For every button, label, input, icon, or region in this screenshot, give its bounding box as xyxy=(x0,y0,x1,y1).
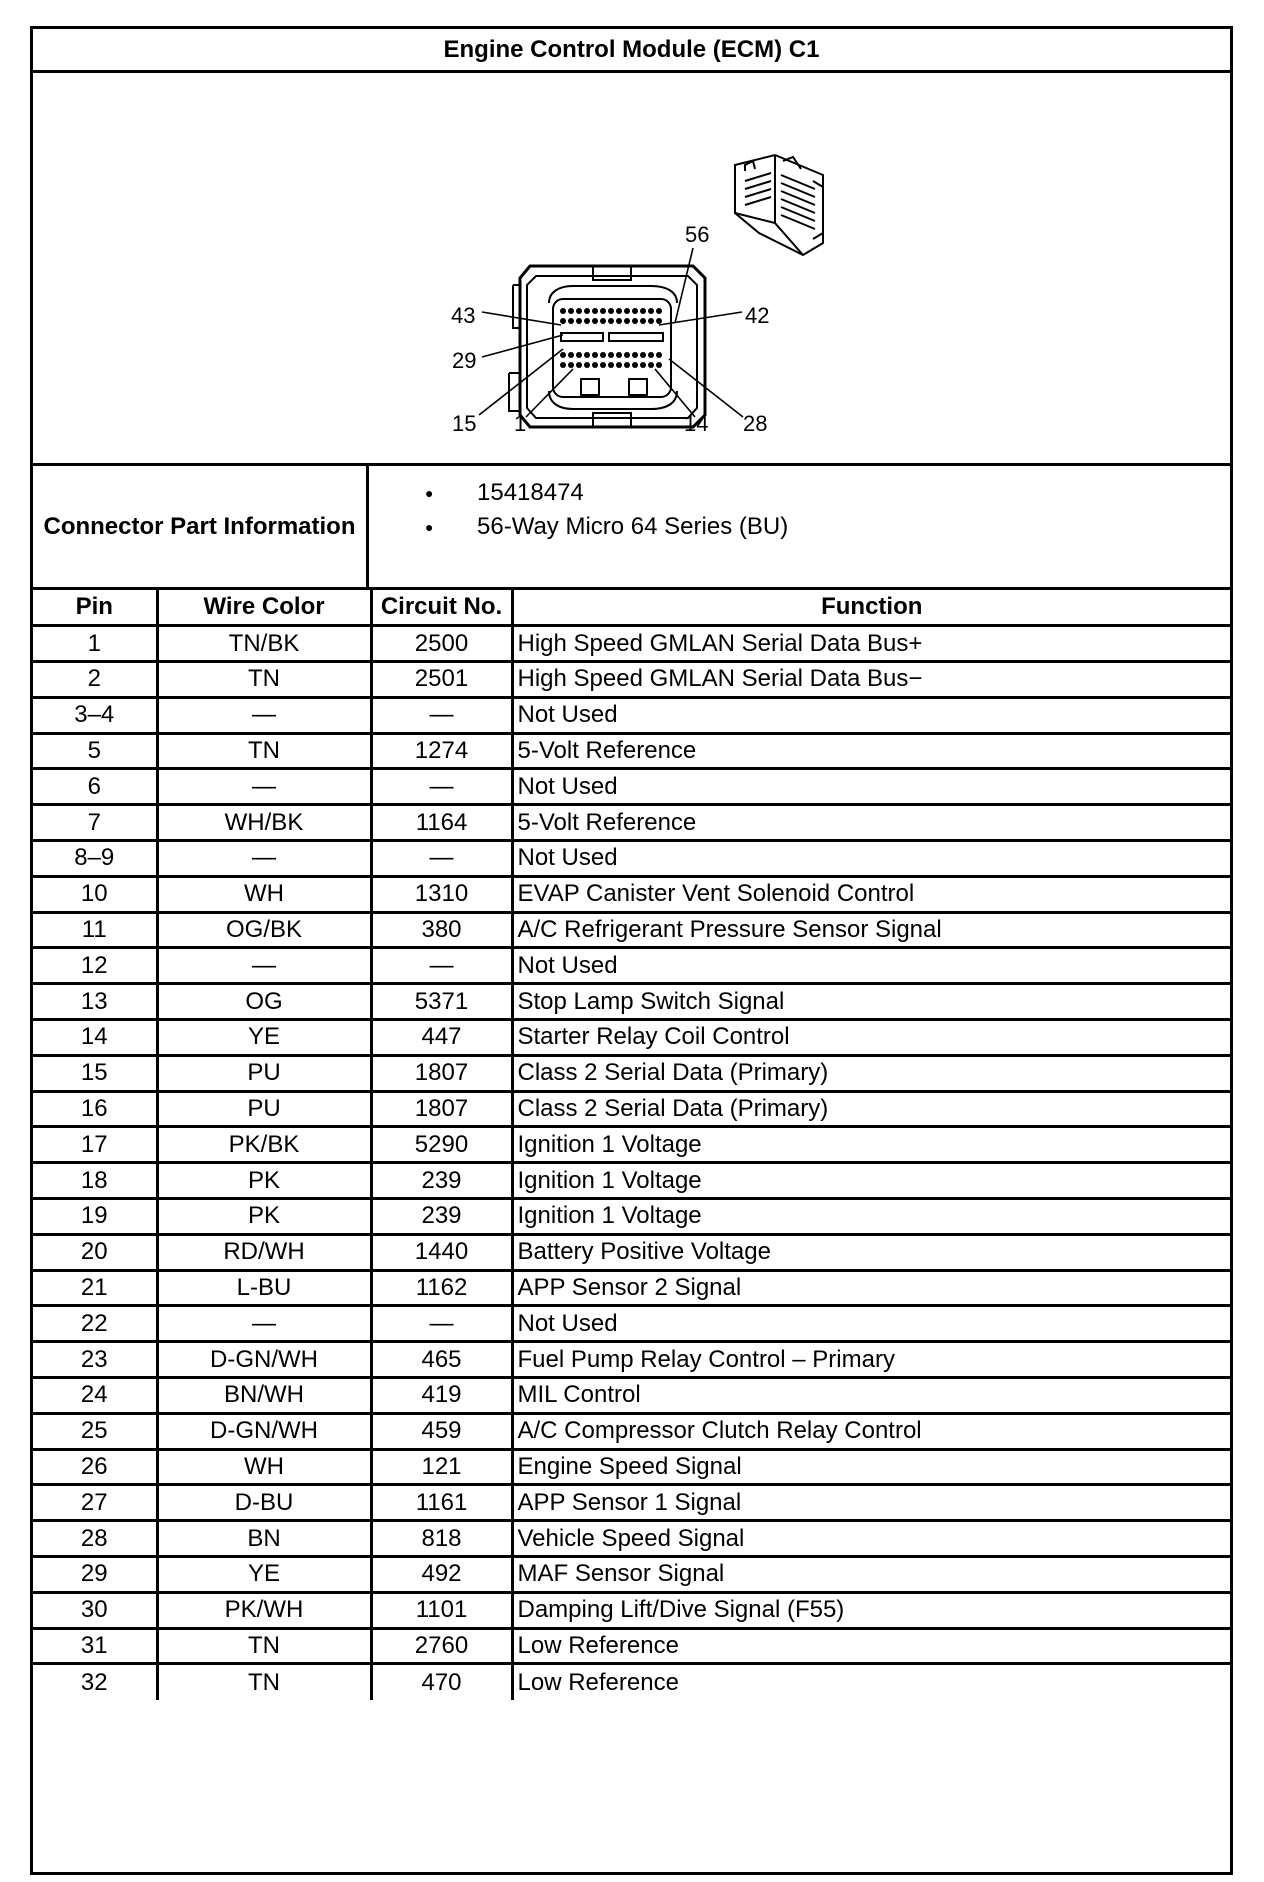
table-row xyxy=(33,1199,1230,1235)
header-function: Function xyxy=(512,590,1230,626)
function-cell: Low Reference xyxy=(512,1664,1230,1700)
circuit-no-cell: 380 xyxy=(371,912,512,948)
wire-color-cell: PK xyxy=(157,1199,371,1235)
table-row xyxy=(33,697,1230,733)
function-cell: Low Reference xyxy=(512,1628,1230,1664)
pin-cell: 13 xyxy=(33,984,157,1020)
pin-cell: 23 xyxy=(33,1342,157,1378)
wire-color-cell: — xyxy=(157,1306,371,1342)
pin-cell: 22 xyxy=(33,1306,157,1342)
pin-cell: 27 xyxy=(33,1485,157,1521)
table-row xyxy=(33,1521,1230,1557)
wire-color-cell: — xyxy=(157,948,371,984)
wire-color-cell: BN xyxy=(157,1521,371,1557)
circuit-no-cell: 2501 xyxy=(371,662,512,698)
wire-color-cell: PU xyxy=(157,1055,371,1091)
table-row xyxy=(33,1557,1230,1593)
wire-color-cell: PK/WH xyxy=(157,1592,371,1628)
function-cell: Not Used xyxy=(512,769,1230,805)
function-cell: Starter Relay Coil Control xyxy=(512,1020,1230,1056)
circuit-no-cell: 2500 xyxy=(371,626,512,662)
function-cell: Not Used xyxy=(512,841,1230,877)
pin-table xyxy=(33,590,1230,1700)
table-row xyxy=(33,1091,1230,1127)
table-row xyxy=(33,769,1230,805)
function-cell: Not Used xyxy=(512,1306,1230,1342)
wire-color-cell: D-GN/WH xyxy=(157,1413,371,1449)
circuit-no-cell: 239 xyxy=(371,1163,512,1199)
pin-cell: 20 xyxy=(33,1234,157,1270)
pin-cell: 18 xyxy=(33,1163,157,1199)
pin-callout-28: 28 xyxy=(743,411,768,436)
function-cell: Vehicle Speed Signal xyxy=(512,1521,1230,1557)
function-cell: 5-Volt Reference xyxy=(512,733,1230,769)
connector-description: ● 56-Way Micro 64 Series (BU) xyxy=(369,510,1230,544)
table-row xyxy=(33,984,1230,1020)
wire-color-cell: — xyxy=(157,697,371,733)
wire-color-cell: D-GN/WH xyxy=(157,1342,371,1378)
circuit-no-cell: — xyxy=(371,697,512,733)
pin-cell: 25 xyxy=(33,1413,157,1449)
header-pin: Pin xyxy=(33,590,157,626)
circuit-no-cell: 1161 xyxy=(371,1485,512,1521)
wire-color-cell: — xyxy=(157,841,371,877)
pin-callout-14: 14 xyxy=(684,411,709,436)
circuit-no-cell: 1274 xyxy=(371,733,512,769)
wire-color-cell: RD/WH xyxy=(157,1234,371,1270)
pin-cell: 10 xyxy=(33,876,157,912)
pin-cell: 31 xyxy=(33,1628,157,1664)
pin-cell: 32 xyxy=(33,1664,157,1700)
connector-part-info-label: Connector Part Information xyxy=(33,466,369,587)
function-cell: Engine Speed Signal xyxy=(512,1449,1230,1485)
function-cell: Ignition 1 Voltage xyxy=(512,1199,1230,1235)
header-circuit-no: Circuit No. xyxy=(371,590,512,626)
circuit-no-cell: 239 xyxy=(371,1199,512,1235)
table-row xyxy=(33,1270,1230,1306)
pin-callout-56: 56 xyxy=(685,222,710,247)
wire-color-cell: PK/BK xyxy=(157,1127,371,1163)
table-row xyxy=(33,1592,1230,1628)
table-row xyxy=(33,1055,1230,1091)
circuit-no-cell: 2760 xyxy=(371,1628,512,1664)
function-cell: EVAP Canister Vent Solenoid Control xyxy=(512,876,1230,912)
pin-cell: 17 xyxy=(33,1127,157,1163)
wire-color-cell: D-BU xyxy=(157,1485,371,1521)
pin-callout-1: 1 xyxy=(514,411,527,436)
pin-cell: 19 xyxy=(33,1199,157,1235)
circuit-no-cell: — xyxy=(371,841,512,877)
function-cell: Damping Lift/Dive Signal (F55) xyxy=(512,1592,1230,1628)
function-cell: Not Used xyxy=(512,948,1230,984)
wire-color-cell: BN/WH xyxy=(157,1378,371,1414)
wire-color-cell: YE xyxy=(157,1557,371,1593)
pin-cell: 21 xyxy=(33,1270,157,1306)
function-cell: High Speed GMLAN Serial Data Bus+ xyxy=(512,626,1230,662)
header-wire-color: Wire Color xyxy=(157,590,371,626)
circuit-no-cell: 1164 xyxy=(371,805,512,841)
part-number: ● 15418474 xyxy=(369,476,1230,510)
circuit-no-cell: 5290 xyxy=(371,1127,512,1163)
wire-color-cell: TN xyxy=(157,1628,371,1664)
wire-color-cell: PK xyxy=(157,1163,371,1199)
connector-sheet xyxy=(30,26,1233,1875)
table-row xyxy=(33,876,1230,912)
pin-cell: 1 xyxy=(33,626,157,662)
circuit-no-cell: — xyxy=(371,769,512,805)
circuit-no-cell: 1807 xyxy=(371,1091,512,1127)
table-row xyxy=(33,841,1230,877)
table-row xyxy=(33,1163,1230,1199)
table-row xyxy=(33,733,1230,769)
table-row xyxy=(33,1378,1230,1414)
function-cell: Ignition 1 Voltage xyxy=(512,1163,1230,1199)
circuit-no-cell: 470 xyxy=(371,1664,512,1700)
circuit-no-cell: — xyxy=(371,1306,512,1342)
connector-part-info xyxy=(33,466,1230,590)
table-row xyxy=(33,1234,1230,1270)
table-row xyxy=(33,912,1230,948)
pin-cell: 14 xyxy=(33,1020,157,1056)
circuit-no-cell: 1440 xyxy=(371,1234,512,1270)
table-row xyxy=(33,1306,1230,1342)
wire-color-cell: OG xyxy=(157,984,371,1020)
circuit-no-cell: 447 xyxy=(371,1020,512,1056)
table-row xyxy=(33,1485,1230,1521)
circuit-no-cell: 5371 xyxy=(371,984,512,1020)
pin-callout-43: 43 xyxy=(451,303,476,328)
function-cell: 5-Volt Reference xyxy=(512,805,1230,841)
function-cell: MIL Control xyxy=(512,1378,1230,1414)
wire-color-cell: OG/BK xyxy=(157,912,371,948)
table-header-row xyxy=(33,590,1230,626)
pin-cell: 24 xyxy=(33,1378,157,1414)
table-row xyxy=(33,1664,1230,1700)
circuit-no-cell: 1310 xyxy=(371,876,512,912)
function-cell: Stop Lamp Switch Signal xyxy=(512,984,1230,1020)
function-cell: Class 2 Serial Data (Primary) xyxy=(512,1091,1230,1127)
pin-cell: 30 xyxy=(33,1592,157,1628)
wire-color-cell: WH xyxy=(157,1449,371,1485)
circuit-no-cell: 492 xyxy=(371,1557,512,1593)
function-cell: APP Sensor 1 Signal xyxy=(512,1485,1230,1521)
pin-cell: 8–9 xyxy=(33,841,157,877)
function-cell: APP Sensor 2 Signal xyxy=(512,1270,1230,1306)
pin-callout-15: 15 xyxy=(452,411,477,436)
circuit-no-cell: 1162 xyxy=(371,1270,512,1306)
function-cell: MAF Sensor Signal xyxy=(512,1557,1230,1593)
function-cell: Battery Positive Voltage xyxy=(512,1234,1230,1270)
table-row xyxy=(33,1127,1230,1163)
circuit-no-cell: 121 xyxy=(371,1449,512,1485)
wire-color-cell: TN/BK xyxy=(157,626,371,662)
circuit-no-cell: 818 xyxy=(371,1521,512,1557)
pin-cell: 3–4 xyxy=(33,697,157,733)
function-cell: Class 2 Serial Data (Primary) xyxy=(512,1055,1230,1091)
circuit-no-cell: 465 xyxy=(371,1342,512,1378)
pin-cell: 6 xyxy=(33,769,157,805)
pin-callout-42: 42 xyxy=(745,303,770,328)
function-cell: A/C Compressor Clutch Relay Control xyxy=(512,1413,1230,1449)
wire-color-cell: TN xyxy=(157,1664,371,1700)
wire-color-cell: TN xyxy=(157,733,371,769)
table-row xyxy=(33,1342,1230,1378)
pin-cell: 5 xyxy=(33,733,157,769)
pin-cell: 11 xyxy=(33,912,157,948)
table-row xyxy=(33,805,1230,841)
function-cell: A/C Refrigerant Pressure Sensor Signal xyxy=(512,912,1230,948)
pin-cell: 28 xyxy=(33,1521,157,1557)
wire-color-cell: TN xyxy=(157,662,371,698)
table-row xyxy=(33,1020,1230,1056)
connector-face-diagram xyxy=(33,73,1230,463)
pin-callout-29: 29 xyxy=(452,348,477,373)
table-row xyxy=(33,626,1230,662)
wire-color-cell: WH xyxy=(157,876,371,912)
function-cell: Fuel Pump Relay Control – Primary xyxy=(512,1342,1230,1378)
pin-cell: 29 xyxy=(33,1557,157,1593)
wire-color-cell: WH/BK xyxy=(157,805,371,841)
function-cell: High Speed GMLAN Serial Data Bus− xyxy=(512,662,1230,698)
pin-cell: 26 xyxy=(33,1449,157,1485)
table-row xyxy=(33,1449,1230,1485)
wire-color-cell: — xyxy=(157,769,371,805)
table-row xyxy=(33,1413,1230,1449)
wire-color-cell: PU xyxy=(157,1091,371,1127)
wire-color-cell: L-BU xyxy=(157,1270,371,1306)
pin-cell: 7 xyxy=(33,805,157,841)
pin-cell: 16 xyxy=(33,1091,157,1127)
circuit-no-cell: 459 xyxy=(371,1413,512,1449)
pin-cell: 12 xyxy=(33,948,157,984)
connector-face-icon xyxy=(509,266,705,427)
circuit-no-cell: — xyxy=(371,948,512,984)
function-cell: Ignition 1 Voltage xyxy=(512,1127,1230,1163)
diagram-panel xyxy=(33,73,1230,466)
table-row xyxy=(33,662,1230,698)
circuit-no-cell: 1807 xyxy=(371,1055,512,1091)
table-row xyxy=(33,948,1230,984)
function-cell: Not Used xyxy=(512,697,1230,733)
table-row xyxy=(33,1628,1230,1664)
page-title: Engine Control Module (ECM) C1 xyxy=(33,29,1230,73)
wire-color-cell: YE xyxy=(157,1020,371,1056)
pin-cell: 15 xyxy=(33,1055,157,1091)
circuit-no-cell: 419 xyxy=(371,1378,512,1414)
pin-cell: 2 xyxy=(33,662,157,698)
connector-side-view-icon xyxy=(735,155,823,255)
circuit-no-cell: 1101 xyxy=(371,1592,512,1628)
connector-part-info-list xyxy=(369,466,1230,597)
